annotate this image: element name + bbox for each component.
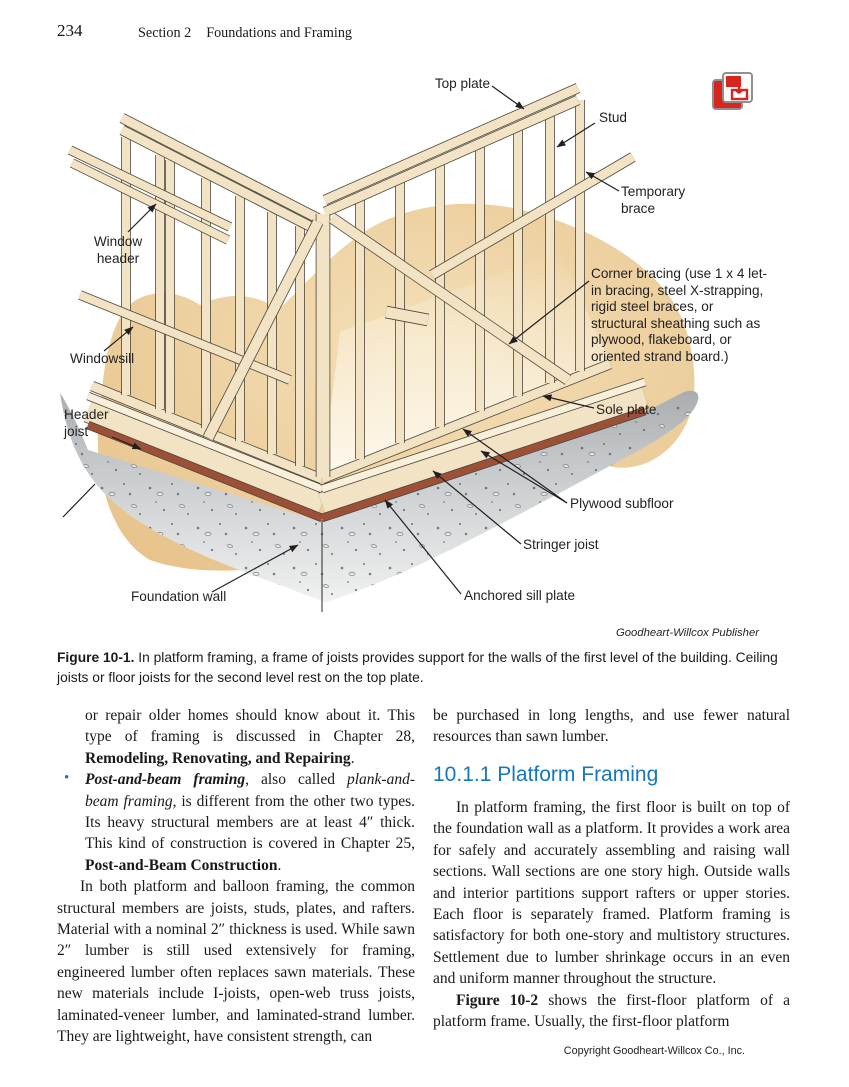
bullet-marker: • (64, 770, 70, 787)
body-text: shows the first-floor platform of a platform frame. Usually, the first-floor platform (433, 991, 790, 1031)
body-text: . (350, 749, 355, 767)
section-heading: 10.1.1 Platform Framing (433, 762, 659, 786)
italic-term: plank-and-beam framing (85, 771, 415, 810)
bullet-item-post-and-beam (64, 769, 415, 876)
figure-caption-label: Figure 10-1. (57, 650, 135, 665)
companion-website-icon[interactable] (710, 69, 756, 115)
figure-credit: Goodheart-Willcox Publisher (615, 627, 759, 639)
label-plywood-subfloor: Plywood subfloor (570, 496, 674, 511)
figure-caption (57, 648, 793, 688)
label-top-plate: Top plate (434, 76, 490, 91)
figure-caption-text: In platform framing, a frame of joists provides support for the walls of the first level of the building. Ceiling joists or floor joists for the second level rest on the top plate. (57, 650, 778, 685)
key-term: Post-and-beam framing (85, 771, 246, 789)
label-windowsill: Windowsill (70, 351, 135, 366)
body-text: or repair older homes should know about it. This type of framing is discussed in Chapter 28, (85, 707, 415, 746)
left-column (57, 705, 415, 1048)
body-text: , is different from the other two types. Its heavy structural members are at least 4″ thick. This kind of construction is covered in Chapter 25, (85, 792, 415, 853)
label-temporary-brace: Temporary brace (621, 184, 686, 216)
body-text: . (277, 856, 282, 874)
label-corner-bracing: Corner bracing (use 1 x 4 let-in bracing, steel X-strapping, rigid steel braces, or structural sheathing such as plywood, flakeboard, or oriented strand board.) (591, 266, 768, 364)
bold-chapter-title: Post-and-Beam Construction (85, 856, 278, 874)
paragraph: In platform framing, the first floor is built on top of the foundation wall as a platform. It provides a work area for safely and accurately assembling and raising wall sections. Wall sections are one story high. Outside walls and interior partitions support rafters or upper stories. Each floor is separately framed. Platform framing is satisfactory for both one-story and multistory structures. Settlement due to lumber shrinkage occurs in an even and uniform manner throughout the structure. (433, 798, 790, 988)
label-foundation-wall: Foundation wall (131, 589, 227, 604)
running-title: Foundations and Framing (206, 25, 353, 41)
label-stud: Stud (599, 110, 627, 125)
label-window-header: Window header (93, 234, 143, 266)
label-stringer-joist: Stringer joist (523, 537, 599, 552)
paragraph-continuation (85, 705, 415, 769)
copyright-line: Copyright Goodheart-Willcox Co., Inc. (563, 1045, 745, 1057)
label-sole-plate: Sole plate (596, 402, 657, 417)
page-number: 234 (57, 21, 83, 40)
paragraph-continuation: be purchased in long lengths, and use fewer natural resources than sawn lumber. (433, 707, 790, 746)
paragraph: In both platform and balloon framing, the common structural members are joists, studs, plates, and rafters. Material with a nominal 2″ thickness is used. While sawn 2″ lumber is still used extensively for framing, engineered lumber often replaces sawn materials. These new materials include I-joists, open-web truss joists, laminated-veneer lumber, and laminated-strand lumber. They are lightweight, have consistent strength, can (57, 878, 415, 1046)
label-header-joist: Header joist (64, 407, 109, 439)
paragraph (433, 990, 790, 1033)
right-column (433, 705, 790, 1032)
figure-reference: Figure 10-2 (456, 991, 539, 1009)
label-anchored-sill-plate: Anchored sill plate (464, 588, 576, 603)
bold-chapter-title: Remodeling, Renovating, and Repairing (85, 749, 351, 767)
running-section: Section 2 (138, 25, 192, 41)
body-text: , also called (245, 771, 347, 789)
